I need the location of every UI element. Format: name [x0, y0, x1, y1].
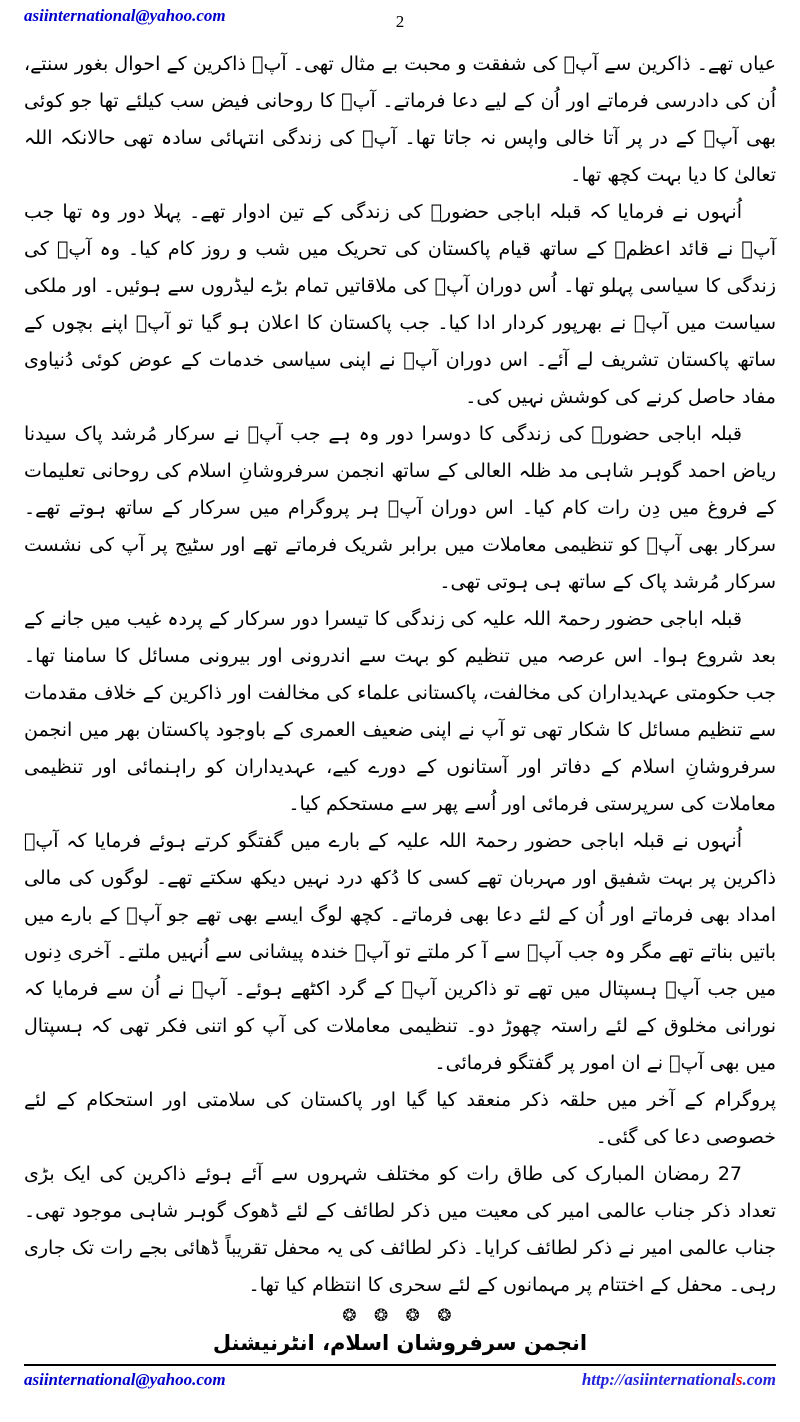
paragraph-third-era: قبلہ اباجی حضور رحمۃ اللہ علیہ کی زندگی کا تیسرا دور سرکار کے پردہ غیب میں جانے کے بعد شروع ہوا۔ اس عرصہ میں تنظیم کو بہت سے اندرونی اور بیرونی مسائل کا سامنا تھا۔ جب حکومتی عہدیداران کی مخالفت، پاکستانی علماء کی مخالفت اور ذاکرین کے خلاف مقدمات سے تنظیم مسائل کا شکار تھی تو آپ نے اپنی ضعیف العمری کے باوجود پاکستان بھر میں انجمن سرفروشانِ اسلام کے دفاتر اور آستانوں کے دورے کیے، عہدیداران کو راہنمائی اور تنظیمی معاملات کی سرپرستی فرمائی اور اُسے پھر سے مستحکم کیا۔: [24, 608, 776, 815]
paragraph-closing-dua: پروگرام کے آخر میں حلقہ ذکر منعقد کیا گیا اور پاکستان کی سلامتی اور استحکام کے لئے خصوصی دعا کی گئی۔: [24, 1089, 776, 1148]
footer-website-link[interactable]: [582, 1370, 776, 1390]
organization-name: انجمن سرفروشان اسلام، انٹرنیشنل: [212, 1331, 588, 1355]
page-header: [0, 0, 800, 42]
paragraph-kindness: اُنہوں نے قبلہ اباجی حضور رحمۃ اللہ علیہ کے بارے میں گفتگو کرتے ہوئے فرمایا کہ آپؒ ذاکرین پر بہت شفیق اور مہربان تھے کسی کا دُکھ درد نہیں دیکھ سکتے تھے۔ لوگوں کی مالی امداد بھی فرماتے اور اُن کے لئے دعا بھی فرماتے۔ کچھ لوگ ایسے بھی تھے جو آپؒ کے بارے میں باتیں بناتے تھے مگر وہ جب آپؒ سے آ کر ملتے تو آپؒ خندہ پیشانی سے اُنہیں ملتے۔ آخری دِنوں میں جب آپؒ ہسپتال میں تھے تو ذاکرین آپؒ کے گرد اکٹھے ہوئے۔ آپؒ نے اُن سے فرمایا کہ نورانی مخلوق کے لئے راستہ چھوڑ دو۔ تنظیمی معاملات کی آپ کو اتنی فکر تھی کہ ہسپتال میں بھی آپؒ نے ان امور پر گفتگو فرمائی۔: [24, 830, 776, 1074]
star-ornament-divider: ❂ ❂ ❂ ❂: [342, 1306, 458, 1326]
footer-email-link[interactable]: asiinternational@yahoo.com: [24, 1370, 226, 1389]
page-number: 2: [395, 12, 405, 31]
footer-url-highlight: s: [735, 1370, 743, 1389]
document-body: [0, 42, 800, 1304]
footer-url-suffix: .com: [742, 1370, 776, 1389]
header-email-link[interactable]: asiinternational@yahoo.com: [24, 6, 226, 25]
paragraph-ramzan-27: 27 رمضان المبارک کی طاق رات کو مختلف شہروں سے آئے ہوئے ذاکرین کی ایک بڑی تعداد ذکر جناب عالمی امیر کی معیت میں ذکر لطائف کے لئے ڈھوک گوہر شاہی موجود تھی۔ جناب عالمی امیر نے ذکر لطائف کرایا۔ ذکر لطائف کی یہ محفل تقریباً ڈھائی بجے رات تک جاری رہی۔ محفل کے اختتام پر مہمانوں کے لئے سحری کا انتظام کیا تھا۔: [24, 1163, 776, 1296]
paragraph-second-era: قبلہ اباجی حضورؒ کی زندگی کا دوسرا دور وہ ہے جب آپؒ نے سرکار مُرشد پاک سیدنا ریاض احمد گوہر شاہی مد ظلہ العالی کے ساتھ انجمن سرفروشانِ اسلام کی روحانی تعلیمات کے فروغ میں دِن رات کام کیا۔ اس دوران آپؒ ہر پروگرام میں سرکار کے ساتھ ہوتے تھے۔ سرکار بھی آپؒ کو تنظیمی معاملات میں برابر شریک فرماتے تھے اور سٹیج پر آپ کی نشست سرکار مُرشد پاک کے ساتھ ہی ہوتی تھی۔: [24, 423, 776, 593]
paragraph-continuation: عیاں تھے۔ ذاکرین سے آپؒ کی شفقت و محبت بے مثال تھی۔ آپؒ ذاکرین کے احوال بغور سنتے، اُن کی دادرسی فرماتے اور اُن کے لیے دعا فرماتے۔ آپؒ کا روحانی فیض سب کیلئے تھا جو کوئی بھی آپؒ کے در پر آتا خالی واپس نہ جاتا تھا۔ آپؒ کی زندگی انتہائی سادہ تھی حالانکہ اللہ تعالیٰ کا دیا بہت کچھ تھا۔: [24, 53, 776, 186]
page-footer: [0, 1366, 800, 1422]
paragraph-three-eras: اُنہوں نے فرمایا کہ قبلہ اباجی حضورؒ کی زندگی کے تین ادوار تھے۔ پہلا دور وہ تھا جب آپؒ نے قائد اعظمؒ کے ساتھ قیام پاکستان کی تحریک میں شب و روز کام کیا۔ وہ آپؒ کی زندگی کا سیاسی پہلو تھا۔ اُس دوران آپؒ کی ملاقاتیں تمام بڑے لیڈروں سے ہوئیں۔ اور ملکی سیاست میں آپؒ نے بھرپور کردار ادا کیا۔ جب پاکستان کا اعلان ہو گیا تو آپؒ اپنے بچوں کے ساتھ پاکستان تشریف لے آئے۔ اس دوران آپؒ نے اپنی سیاسی خدمات کے عوض کوئی دُنیاوی مفاد حاصل کرنے کی کوشش نہیں کی۔: [24, 201, 776, 408]
footer-url-prefix: http://asiinternational: [581, 1370, 736, 1389]
